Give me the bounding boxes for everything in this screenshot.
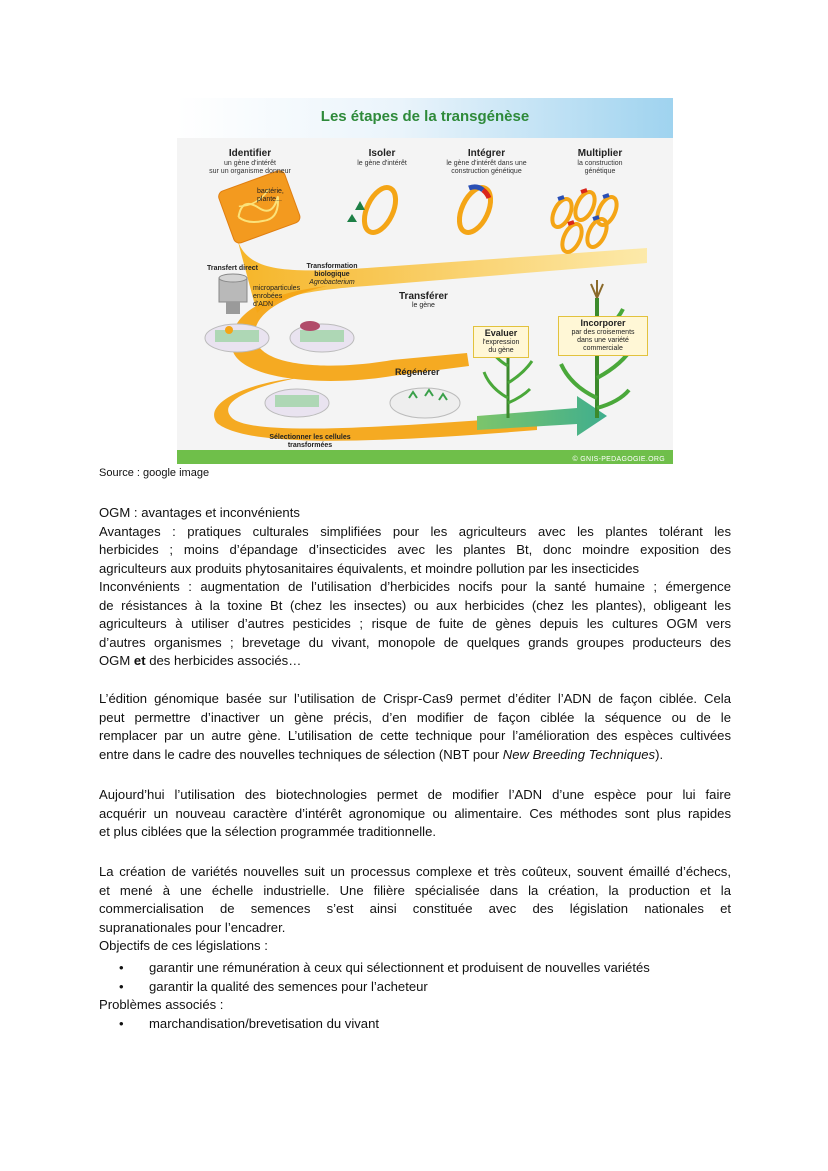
creation-line: supranationales pour l’encadrer. — [99, 919, 286, 935]
figure-source: Source : google image — [99, 467, 210, 479]
gene-marker-green-bottom — [347, 214, 357, 222]
biotech-paragraph — [99, 786, 731, 842]
label-microparticules: microparticules enrobées d'ADN — [253, 285, 301, 308]
bullet-icon: • — [119, 1016, 124, 1031]
creation-line: et mené à une échelle industrielle. Une filière spécialisée dans la création, la production et la — [99, 882, 731, 898]
bullet-text: marchandisation/brevetisation du vivant — [149, 1016, 379, 1031]
step-subtitle: sur un organisme donneur — [209, 168, 291, 175]
label-transformation: Transformation biologique Agrobacterium — [306, 263, 358, 286]
step-integrer — [429, 148, 544, 176]
label-plante: plante... — [257, 196, 282, 203]
petri-dish-3 — [265, 389, 329, 417]
step-isoler — [337, 148, 427, 168]
transgenesis-figure — [177, 98, 673, 464]
construct-plasmid — [453, 183, 497, 237]
gene-gun-device — [219, 274, 247, 314]
step-subtitle: construction génétique — [451, 168, 522, 175]
gene-marker-green-top — [355, 201, 365, 210]
step-subtitle: un gène d'intérêt — [224, 160, 276, 167]
biotech-line: Aujourd’hui l’utilisation des biotechnologies permet de modifier l’ADN d’une espèce pour lui faire — [99, 787, 731, 802]
inconvenients-line: OGM et des herbicides associés… — [99, 653, 302, 668]
ogm-section — [99, 504, 731, 671]
label-selectionner: Sélectionner les cellules transformées — [269, 434, 351, 449]
step-subtitle: le gène d'intérêt — [357, 160, 407, 167]
avantages-line: herbicides ; moins d’épandage d’insecticides avec les plantes Bt, donc moindre exposition des — [99, 542, 731, 557]
step-subtitle: la construction — [577, 160, 623, 167]
bullet-text: garantir une rémunération à ceux qui sélectionnent et produisent de nouvelles variétés — [149, 960, 650, 975]
bullet-icon: • — [119, 978, 124, 994]
creation-line: La création de variétés nouvelles suit un processus complexe et très coûteux, souvent émaillé d’échecs, — [99, 864, 731, 879]
inconvenients-line: agriculteurs à utiliser d’autres pesticides ; risque de fuite de gènes depuis les cultures OGM vers — [99, 616, 731, 631]
label-bacterie: bactérie, — [257, 188, 284, 195]
bullet-icon: • — [119, 960, 124, 975]
multiplied-plasmids — [548, 189, 620, 255]
step-multiplier — [555, 148, 645, 176]
crispr-paragraph — [99, 690, 731, 764]
crispr-line: L’édition génomique basée sur l’utilisation de Crispr-Cas9 permet d’éditer l’ADN de façon ciblée. Cela — [99, 691, 731, 706]
inconvenients-line: Inconvénients : augmentation de l’utilisation d’herbicides nocifs pour la santé humaine ; émergence — [99, 579, 731, 594]
crispr-line: remplacer par un autre gène. L’utilisation de cette technique pour l’amélioration des espèces cultivées — [99, 728, 731, 743]
label-evaluer: Evaluer l'expression du gène — [473, 326, 529, 358]
step-title: Isoler — [368, 148, 396, 159]
step-subtitle: génétique — [584, 168, 616, 175]
step-title: Identifier — [228, 148, 272, 159]
step-subtitle: le gène d'intérêt dans une — [446, 160, 527, 167]
biotech-line: acquérir un nouveau caractère d’intérêt agronomique ou alimentaire. Ces méthodes sont plus rapides — [99, 805, 731, 821]
creation-paragraph — [99, 863, 731, 956]
petri-dish-1 — [205, 324, 269, 352]
inconvenients-line: de résistances à la toxine Bt (chez les insectes) ou aux herbicides (chez les plantes), obligeant les — [99, 597, 731, 613]
crispr-line: peut permettre d’inactiver un gène précis, d’en modifier de façon ciblée la séquence ou de le — [99, 709, 731, 725]
crispr-line: entre dans le cadre des nouvelles techniques de sélection (NBT pour New Breeding Techniques). — [99, 746, 664, 762]
step-identifier — [195, 148, 305, 176]
figure-title: Les étapes de la transgénèse — [320, 108, 530, 125]
process-arrow-lower — [214, 378, 537, 441]
petri-dish-4 — [390, 388, 460, 418]
avantages-line: agriculteurs aux produits phytosanitaires équivalents, et moindre pollution par les insecticides — [99, 560, 640, 576]
ogm-heading: OGM : avantages et inconvénients — [99, 505, 300, 520]
biotech-line: et plus ciblées que la sélection programmée traditionnelle. — [99, 824, 436, 839]
label-transferer: Transférer le gène — [399, 291, 448, 309]
donor-organism-card — [217, 169, 302, 245]
step-title: Intégrer — [467, 148, 506, 159]
step-title: Multiplier — [577, 148, 623, 159]
problemes-heading: Problèmes associés : — [99, 997, 224, 1012]
creation-line: commercialisation de semences s’est ainsi constituée avec des législation nationales et — [99, 901, 731, 916]
avantages-line: Avantages : pratiques culturales simplifiées pour les agriculteurs avec les plantes tolérant les — [99, 523, 731, 539]
label-regenerer: Régénérer — [395, 367, 440, 377]
inconvenients-line: d’autres organismes ; brevetage du vivant, monopole de quelques grands groupes producteurs des — [99, 634, 731, 650]
objectifs-heading: Objectifs de ces législations : — [99, 938, 268, 953]
label-incorporer: Incorporer par des croisements dans une variété commerciale — [558, 316, 648, 356]
bullet-text: garantir la qualité des semences pour l’acheteur — [149, 978, 428, 994]
petri-dish-2 — [290, 321, 354, 352]
label-transfert-direct: Transfert direct — [207, 265, 258, 272]
figure-credit: © GNIS-PEDAGOGIE.ORG — [572, 456, 665, 463]
